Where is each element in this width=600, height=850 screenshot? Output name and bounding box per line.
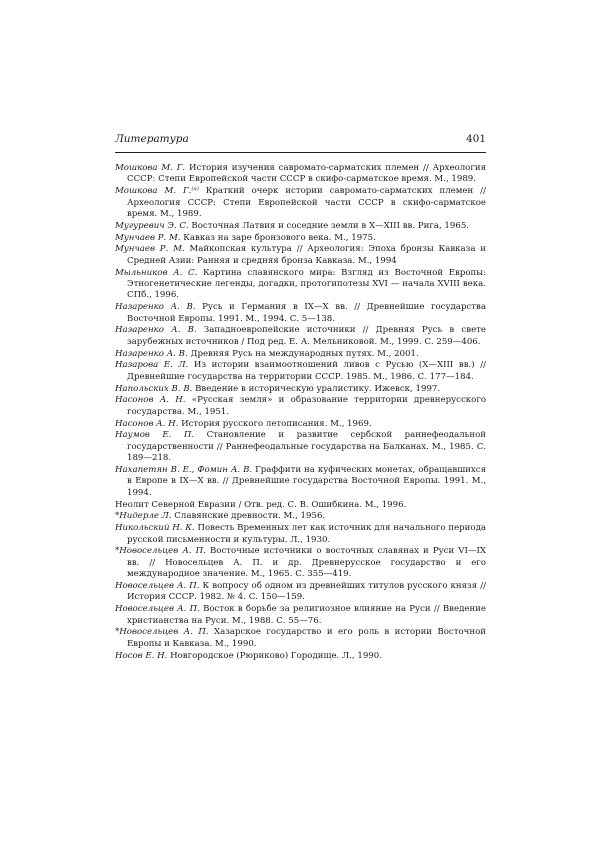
running-header xyxy=(115,133,486,148)
entry-author: Новосельцев А. П. xyxy=(115,604,200,615)
bibliography-entry xyxy=(115,221,486,232)
entry-author: Насонов А. Н. xyxy=(115,395,186,406)
bibliography-entry xyxy=(115,627,486,650)
entry-text: Становление и развитие сербской раннефеодальной государственности // Раннефеодальные государства на Балканах. М., 1985. С. 189—218. xyxy=(127,430,486,464)
bibliography-entry xyxy=(115,604,486,627)
bibliography-entry xyxy=(115,233,486,244)
header-rule xyxy=(115,152,486,153)
entry-author: Назаренко А. В. xyxy=(115,302,196,313)
bibliography-entry xyxy=(115,325,486,348)
entry-text: История русского летописания. М., 1969. xyxy=(178,418,372,429)
entry-text: Хазарское государство и его роль в истории Восточной Европы и Кавказа. М., 1990. xyxy=(127,627,486,649)
bibliography-entry xyxy=(115,523,486,546)
entry-text: Неолит Северной Евразии / Отв. ред. С. В. Ошибкина. М., 1996. xyxy=(115,499,407,510)
entry-author: Никольский Н. К. xyxy=(115,523,195,534)
entry-text: Восточная Латвия и соседние земли в X—XIII вв. Рига, 1965. xyxy=(188,220,470,231)
bibliography-entry xyxy=(115,163,486,186)
entry-author: Насонов А. Н. xyxy=(115,418,179,429)
bibliography-entry xyxy=(115,651,486,662)
entry-text: Восток в борьбе за религиозное влияние на Руси // Введение христианства на Руси. М., 1988. С. 55—76. xyxy=(127,604,486,626)
bibliography-entry xyxy=(115,419,486,430)
bibliography-entry xyxy=(115,430,486,464)
entry-author: Мунчаев Р. М. xyxy=(115,244,185,255)
entry-author: Мыльников А. С. xyxy=(115,267,198,278)
entry-author: *Новосельцев А. П. xyxy=(115,627,209,638)
entry-author: Носов Е. Н. xyxy=(115,650,168,661)
entry-author: Напольских В. В. xyxy=(115,383,193,394)
bibliography-entry xyxy=(115,511,486,522)
entry-text: Картина славянского мира: Взгляд из Восточной Европы: Этногенетические легенды, догадки, протогипотезы XVI — начала XVIII века. СПб., 1996. xyxy=(127,267,486,301)
entry-author: Новосельцев А. П. xyxy=(115,581,200,592)
entry-text: Майкопская культура // Археология: Эпоха бронзы Кавказа и Средней Азии: Ранняя и средняя бронза Кавказа. М., 1994 xyxy=(127,244,486,266)
bibliography-entry xyxy=(115,349,486,360)
entry-author: Мунчаев Р. М. xyxy=(115,232,181,243)
page-number: 401 xyxy=(465,133,486,145)
entry-text: Граффити на куфических монетах, обращавшихся в Европе в IX—X вв. // Древнейшие государства Восточной Европы. 1991. М., 1994. xyxy=(127,465,486,498)
entry-author: Назаренко А. В. xyxy=(115,325,197,336)
entry-author: Назарова Е. Л. xyxy=(115,360,189,371)
entry-author: Нахапетян В. Е., Фомин А. В. xyxy=(115,465,253,476)
entry-author: *Нидерле Л. xyxy=(115,511,172,522)
entry-text: Повесть Временных лет как источник для начального периода русской письменности и культуры. Л., 1930. xyxy=(127,523,487,545)
entry-text: Восточные источники о восточных славянах и Руси VI—IX вв. // Новосельцев А. П. и др. Древнерусское государство и его международное значение. М., 1965. С. 355—419. xyxy=(127,546,486,580)
bibliography-entry xyxy=(115,395,486,418)
bibliography-entry xyxy=(115,500,486,511)
book-page xyxy=(115,133,486,662)
bibliography-entry xyxy=(115,186,486,220)
entry-author: Мошкова М. Г.⁽ᵃ⁾ xyxy=(115,186,199,197)
bibliography-entry xyxy=(115,581,486,604)
bibliography-entry xyxy=(115,302,486,325)
entry-text: Из истории взаимоотношений ливов с Русью (X—XIII вв.) // Древнейшие государства на территории СССР. 1985. М., 1986. С. 177—184. xyxy=(127,360,486,382)
entry-text: К вопросу об одном из древнейших титулов русского князя // История СССР. 1982. № 4. С. 150—159. xyxy=(127,581,486,603)
entry-author: Мошкова М. Г. xyxy=(115,163,186,173)
entry-text: История изучения савромато-сарматских племен // Археология СССР: Степи Европейской части СССР в скифо-сарматское время. М., 1989. xyxy=(127,163,486,185)
running-title: Литература xyxy=(115,133,189,145)
entry-text: Западноевропейские источники // Древняя Русь в свете зарубежных источников / Под ред. Е. А. Мельниковой. М., 1999. С. 259—406. xyxy=(127,325,486,347)
entry-text: «Русская земля» и образование территории древнерусского государства. М., 1951. xyxy=(127,395,486,417)
entry-text: Древняя Русь на международных путях. М., 2001. xyxy=(187,348,419,359)
entry-text: Русь и Германия в IX—X вв. // Древнейшие государства Восточной Европы. 1991. М., 1994. С. 5—138. xyxy=(127,302,487,324)
bibliography-entry xyxy=(115,384,486,395)
entry-text: Славянские древности. М., 1956. xyxy=(171,511,326,522)
entry-author: Назаренко А. В. xyxy=(115,348,188,359)
bibliography-entry xyxy=(115,244,486,267)
entry-text: Краткий очерк истории савромато-сарматских племен // Археология СССР: Степи Европейской части СССР в скифо-сарматское время. М., 1989. xyxy=(127,186,486,220)
bibliography-entry xyxy=(115,546,486,580)
entry-author: *Новосельцев А. П. xyxy=(115,546,206,557)
entry-author: Наумов Е. П. xyxy=(115,430,195,441)
bibliography-entry xyxy=(115,268,486,302)
entry-text: Новгородское (Рюриково) Городище. Л., 1990. xyxy=(167,650,382,661)
bibliography-entry xyxy=(115,465,486,499)
bibliography-list xyxy=(115,163,486,662)
entry-author: Мугуревич Э. С. xyxy=(115,220,189,231)
entry-text: Введение в историческую уралистику. Ижевск, 1997. xyxy=(192,383,441,394)
bibliography-entry xyxy=(115,360,486,383)
entry-text: Кавказ на заре бронзового века. М., 1975. xyxy=(180,232,376,243)
